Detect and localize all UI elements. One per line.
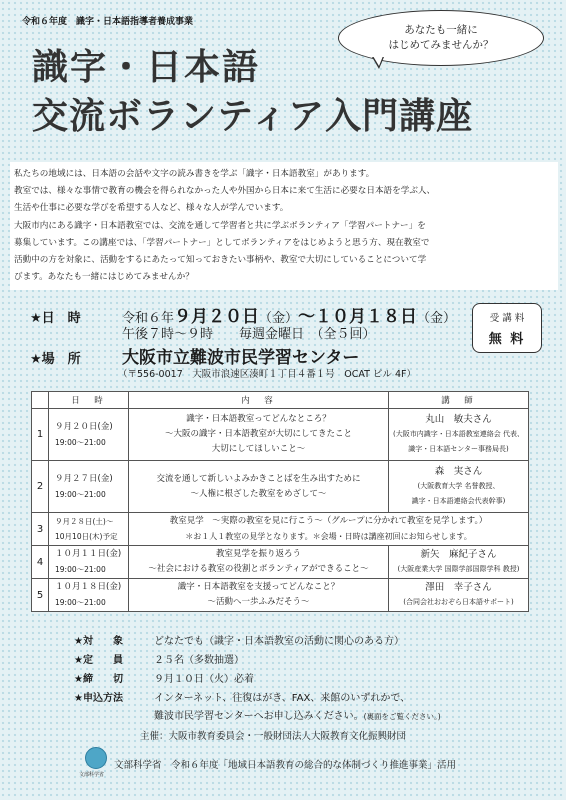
row-num: 3 (32, 513, 49, 546)
intro-line: 大阪市内にある識字・日本語教室では、交流を通して学習者と共に学ぶボランティア「学習パートナー」を (14, 220, 426, 231)
lecturer-note: (大阪教育大学 名誉教授、 (417, 482, 500, 490)
header-lecturer: 講 師 (389, 392, 529, 409)
date-text: ９月２８日(土)～ (55, 517, 114, 526)
fee-label: 受 講 料 (489, 313, 525, 324)
content-line: ～人権に根ざした教室をめざして～ (190, 488, 327, 499)
date-tilde: ～ (298, 307, 316, 327)
row-content (129, 409, 389, 461)
fee-value: 無 料 (488, 332, 526, 347)
address-text: （〒556-0017 大阪市浪速区湊町１丁目４番１号 OCAT ビル 4F） (118, 369, 416, 380)
content-line: ～活動へ一歩ふみだそう～ (207, 597, 310, 607)
header-content: 内 容 (129, 392, 389, 409)
outline-capacity (74, 651, 244, 666)
moe-logo-caption: 文部科学省 (79, 772, 105, 778)
bubble-tail-fill (373, 56, 383, 66)
row-date (49, 546, 129, 579)
lecturer-name: 澤田 幸子さん (425, 582, 492, 593)
row-content (129, 461, 389, 513)
outline-key: ★定 員 (74, 655, 123, 666)
content-line: ～社会における教室の役割とボランティアができること～ (148, 564, 369, 574)
intro-line: 教室では、様々な事情で教育の機会を得られなかった人や外国から日本に来て生活に必要な日本語を学ぶ人、 (14, 186, 436, 197)
row-num: 4 (32, 546, 49, 579)
lecturer-name: 森 実さん (434, 466, 483, 477)
row-num: 5 (32, 579, 49, 612)
title-line-1: 識字・日本語 (32, 47, 261, 88)
row-content (129, 579, 389, 612)
time-text: 19:00～21:00 (55, 489, 106, 499)
table-row (32, 579, 529, 612)
row-date (49, 513, 129, 546)
title-line-2: 交流ボランティア入門講座 (32, 96, 474, 137)
intro-line: 募集しています。この講座では、「学習パートナー」としてボランティアをはじめようと思う方、現在教室で (14, 237, 430, 248)
footer-text: 文部科学省 令和６年度「地域日本語教育の総合的な体制づくり推進事業」活用 (114, 760, 457, 771)
intro-line: 活動中の方を対象に、活動をするにあたって知っておきたい事柄や、教室で大切にしていることについて学 (14, 255, 427, 266)
table-row (32, 409, 529, 461)
lecturer-note: 識字・日本語センター事務局長) (408, 445, 509, 453)
place-row (30, 343, 359, 368)
content-line: 交流を通して新しいよみかきことばを生み出すために (156, 473, 361, 484)
table-row (32, 546, 529, 579)
outline-key: ★締 切 (74, 674, 123, 685)
lecturer-note: (大阪市内識字・日本語教室連絡会 代表、 (393, 430, 524, 438)
time-text: 19:00～21:00 (55, 565, 106, 574)
outline-target (74, 632, 404, 647)
date-prefix: 令和６年 (122, 311, 175, 326)
outline-apply (74, 689, 410, 704)
apply-note: (裏面をご覧ください。) (363, 712, 441, 721)
date-text: ９月２０日(金) (55, 421, 113, 432)
lecturer-note: 識字・日本語連絡会代表幹事) (411, 497, 506, 505)
fee-box (472, 303, 542, 353)
row-lecturer (389, 579, 529, 612)
content-line: 大切にしてほしいこと～ (211, 444, 306, 454)
row-date (49, 579, 129, 612)
date-text: １０月１１日(金) (55, 549, 122, 559)
table-header-row (32, 392, 529, 409)
date-start-day: （金） (259, 311, 299, 326)
apply-line-2 (154, 707, 441, 722)
row-date (49, 409, 129, 461)
lecturer-note: (大阪産業大学 国際学部国際学科 教授) (397, 565, 520, 573)
content-line: 教室見学を振り返ろう (215, 549, 301, 559)
table-row (32, 513, 529, 546)
content-line: ＊お１人１教室の見学となります。＊会場・日時は講座初回にお知らせします。 (185, 532, 472, 541)
table-row (32, 461, 529, 513)
outline-deadline (74, 670, 254, 685)
sponsor-text: 主催：大阪市教育委員会・一般財団法人大阪教育文化振興財団 (140, 731, 407, 742)
row-num: 1 (32, 409, 49, 461)
time-text: 19:00～21:00 (55, 598, 106, 607)
intro-text (10, 162, 558, 290)
program-label: 令和６年度 識字・日本語指導者養成事業 (22, 17, 194, 27)
place-name: 大阪市立難波市民学習センター (122, 348, 360, 368)
lecturer-name: 新矢 麻紀子さん (420, 549, 497, 560)
date-end-day: （金） (417, 311, 457, 326)
date-start: ９月２０日 (174, 307, 260, 327)
date-text: １０月１８日(金) (55, 582, 122, 592)
outline-key: ★対 象 (74, 636, 123, 647)
date-label: ★日 時 (30, 311, 81, 326)
lecturer-name: 丸山 敏夫さん (425, 414, 492, 425)
time-text: 10月10日(木)予定 (55, 532, 118, 541)
row-content (129, 546, 389, 579)
intro-line: 私たちの地域には、日本語の会話や文字の読み書きを学ぶ「識字・日本語教室」があります。 (14, 169, 375, 179)
header-date: 日 時 (49, 392, 129, 409)
row-lecturer (389, 461, 529, 513)
place-label: ★場 所 (30, 352, 81, 367)
date-end: １０月１８日 (315, 307, 418, 327)
content-line: ～大阪の識字・日本語教室が大切にしてきたこと (164, 429, 352, 439)
outline-value: どなたでも（識字・日本語教室の活動に関心のある方） (154, 636, 404, 647)
row-lecturer (389, 409, 529, 461)
outline-value: ９月１０日（火）必着 (154, 674, 254, 685)
outline-value: ２５名（多数抽選） (154, 655, 244, 666)
row-content (129, 513, 529, 546)
content-line: 教室見学 ～実際の教室を見に行こう～（グループに分かれて教室を見学します。） (169, 516, 488, 526)
speech-bubble (338, 10, 544, 66)
schedule-table (31, 391, 529, 612)
row-date (49, 461, 129, 513)
intro-line: びます。あなたも一緒にはじめてみませんか？ (14, 272, 194, 283)
time-text: 19:00～21:00 (55, 437, 106, 447)
bubble-line-2: はじめてみませんか？ (388, 39, 494, 51)
date-text: ９月２７日(金) (55, 473, 113, 484)
header-num (32, 392, 49, 409)
content-line: 識字・日本語教室ってどんなところ？ (186, 414, 331, 424)
apply-text: 難波市民学習センターへお申し込みください。 (154, 711, 364, 722)
outline-value: インターネット、往復はがき、FAX、来館のいずれかで、 (154, 693, 411, 704)
outline-key: ★申込方法 (74, 693, 123, 704)
lecturer-note: (合同会社おおぞら日本語サポート) (403, 598, 514, 606)
intro-line: 生活や仕事に必要な学びを希望する人など、様々な人が学んでいます。 (14, 203, 289, 214)
row-lecturer (389, 546, 529, 579)
time-text: 午後７時～９時 毎週金曜日 （全５回） (122, 327, 376, 342)
moe-logo-icon (85, 747, 107, 769)
bubble-line-1: あなたも一緒に (404, 24, 478, 36)
content-line: 識字・日本語教室を支援ってどんなこと？ (177, 582, 340, 592)
row-num: 2 (32, 461, 49, 513)
